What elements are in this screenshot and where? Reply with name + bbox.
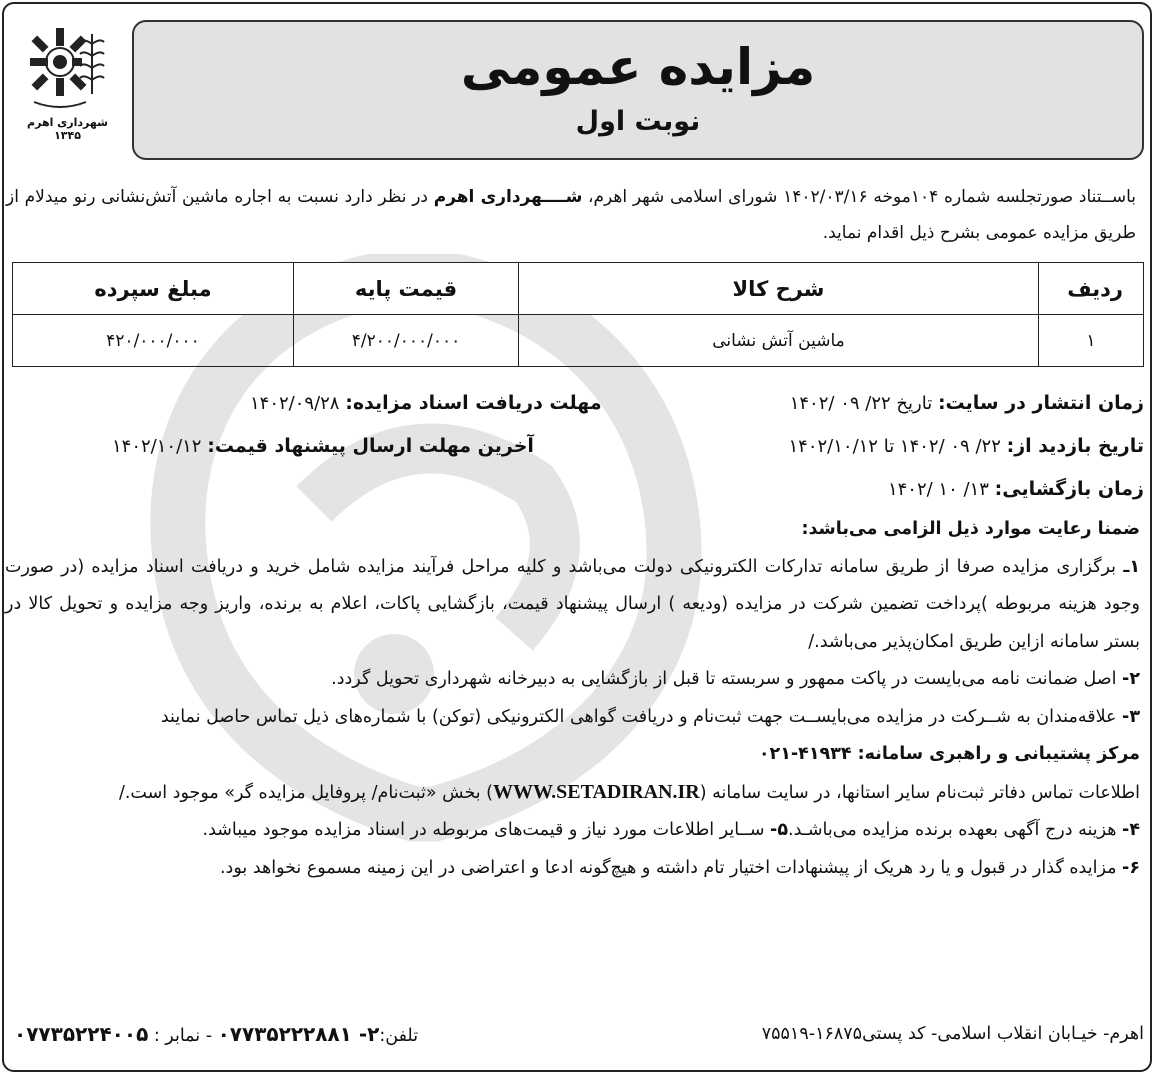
dates-line-3 bbox=[12, 468, 1144, 511]
condition-item-4-5 bbox=[5, 812, 1140, 850]
offer-deadline bbox=[104, 425, 534, 468]
footer-contact bbox=[14, 1022, 1144, 1046]
announcement-page bbox=[2, 2, 1152, 1072]
publish-label: زمان انتشار در سایت: bbox=[937, 392, 1144, 414]
docs-value: ۱۴۰۲/۰۹/۲۸ bbox=[250, 393, 346, 414]
contact-text-1: اطلاعات تماس دفاتر ثبت‌نام سایر استانها، در سایت سامانه ( bbox=[699, 782, 1140, 803]
contact-info bbox=[5, 774, 1140, 813]
cell-description: ماشین آتش نشانی bbox=[519, 315, 1039, 367]
publish-value: تاریخ ۲۲/ ۰۹ /۱۴۰۲ bbox=[789, 393, 938, 414]
offer-value: ۱۴۰۲/۱۰/۱۲ bbox=[112, 436, 208, 457]
visit-value: ۲۲/ ۰۹ /۱۴۰۲ تا ۱۴۰۲/۱۰/۱۲ bbox=[788, 436, 1007, 457]
opening-date bbox=[888, 468, 1144, 511]
support-center bbox=[5, 736, 1140, 774]
table-row bbox=[13, 315, 1144, 367]
condition-item-1 bbox=[5, 549, 1140, 662]
dates-line-2 bbox=[12, 425, 1144, 468]
item1-text: برگزاری مزایده صرفا از طریق سامانه تدارکات الکترونیکی دولت می‌باشد و کلیه مراحل فرآیند مزایده شامل خرید و دریافت اسناد مزایده (در صورت وجود هزینه مربوطه )پرداخت تضمین شرکت در مزایده (ودیعه ) ارسال پیشنهاد قیمت، بازگشایی پاکات، اعلام به برنده، واریز وجه مزایده و تحویل کالا در بستر سامانه ازاین طریق امکان‌پذیر می‌باشد./ bbox=[5, 556, 1140, 652]
item5-number: ۵- bbox=[770, 820, 788, 840]
conditions-heading: ضمنا رعایت موارد ذیل الزامی می‌باشد: bbox=[801, 519, 1140, 539]
visit-dates bbox=[789, 425, 1145, 468]
intro-paragraph bbox=[6, 179, 1136, 251]
cell-base-price: ۴/۲۰۰/۰۰۰/۰۰۰ bbox=[294, 315, 519, 367]
item6-text: مزایده گذار در قبول و یا رد هریک از پیشنهادات اختیار تام داشته و هیچ‌گونه ادعا و اعتراضی در این زمینه مسموع نخواهد بود. bbox=[219, 857, 1123, 878]
cell-deposit: ۴۲۰/۰۰۰/۰۰۰ bbox=[13, 315, 294, 367]
footer-address: اهرم- خیـابان انقلاب اسلامی- کد پستی۱۶۸۷۵-۷۵۵۱۹ bbox=[761, 1024, 1144, 1044]
items-table bbox=[12, 262, 1144, 367]
item6-number: ۶- bbox=[1122, 857, 1140, 878]
page-subtitle: نوبت اول bbox=[575, 106, 701, 137]
contact-text-2: ) بخش «ثبت‌نام/ پروفایل مزایده گر» موجود است./ bbox=[118, 782, 493, 803]
municipality-logo bbox=[10, 14, 125, 159]
intro-text-2: در نظر دارد نسبت به اجاره ماشین آتش‌نشانی رنو میدلام از طریق مزایده عمومی بشرح ذیل اقدام نماید. bbox=[6, 187, 1136, 243]
header-row-number: ردیف bbox=[1039, 263, 1144, 315]
title-banner bbox=[132, 20, 1144, 160]
header-description: شرح کالا bbox=[519, 263, 1039, 315]
docs-label: مهلت دریافت اسناد مزایده: bbox=[345, 392, 602, 414]
logo-year: ۱۳۴۵ bbox=[54, 129, 81, 142]
table-header-row bbox=[13, 263, 1144, 315]
condition-item-3 bbox=[5, 699, 1140, 737]
item4-text: هزینه درج آگهی بعهده برنده مزایده می‌باشـد. bbox=[788, 820, 1123, 840]
open-label: زمان بازگشایی: bbox=[994, 478, 1144, 500]
page-title: مزایده عمومی bbox=[460, 38, 816, 96]
setadiran-link[interactable]: WWW.SETADIRAN.IR bbox=[493, 780, 700, 803]
dates-line-1 bbox=[12, 382, 1144, 425]
item3-number: ۳- bbox=[1122, 706, 1140, 727]
condition-item-6 bbox=[5, 850, 1140, 888]
header-deposit: مبلغ سپرده bbox=[13, 263, 294, 315]
header-base-price: قیمت پایه bbox=[294, 263, 519, 315]
phone-number: ۲- ۰۷۷۳۵۲۲۲۸۸۱ bbox=[217, 1022, 380, 1046]
item3-text: علاقه‌مندان به شــرکت در مزایده می‌بایســت جهت ثبت‌نام و دریافت گواهی الکترونیکی (توکن) با شماره‌های ذیل تماس حاصل نمایند bbox=[160, 706, 1123, 727]
condition-item-2 bbox=[5, 661, 1140, 699]
logo-name: شهرداری اهرم bbox=[27, 116, 108, 129]
support-phone: ۴۱۹۳۴-۰۲۱ bbox=[758, 744, 852, 764]
item4-number: ۴- bbox=[1122, 820, 1140, 840]
fax-number: ۰۷۷۳۵۲۲۴۰۰۵ bbox=[14, 1022, 149, 1046]
cell-row-number: ۱ bbox=[1039, 315, 1144, 367]
docs-deadline bbox=[242, 382, 602, 425]
footer-phones bbox=[14, 1022, 418, 1046]
offer-label: آخرین مهلت ارسال پیشنهاد قیمت: bbox=[207, 435, 534, 457]
conditions-body bbox=[5, 511, 1140, 887]
municipality-emblem-icon bbox=[26, 14, 110, 114]
open-value: ۱۳/ ۱۰ /۱۴۰۲ bbox=[887, 479, 995, 500]
item1-number: ۱ـ bbox=[1123, 556, 1140, 577]
item5-text: ســایر اطلاعات مورد نیاز و قیمت‌های مربوطه در اسناد مزایده موجود میباشد. bbox=[202, 820, 771, 840]
intro-text-1: باســتناد صورتجلسه شماره ۱۰۴موخه ۱۴۰۲/۰۳/۱۶ شورای اسلامی شهر اهرم، bbox=[582, 187, 1137, 207]
publish-date bbox=[790, 382, 1144, 425]
dates-section bbox=[12, 382, 1144, 511]
visit-label: تاریخ بازدید از: bbox=[1006, 435, 1144, 457]
item2-text: اصل ضمانت نامه می‌بایست در پاکت ممهور و سربسته تا قبل از بازگشایی به دبیرخانه شهرداری تحویل گردد. bbox=[331, 669, 1123, 689]
fax-label: - نمابر : bbox=[148, 1026, 218, 1046]
support-label: مرکز پشتیبانی و راهبری سامانه: bbox=[851, 744, 1140, 764]
phone-label: تلفن: bbox=[379, 1026, 419, 1046]
item2-number: ۲- bbox=[1122, 669, 1140, 689]
intro-org: شــــهرداری اهرم bbox=[433, 187, 583, 207]
